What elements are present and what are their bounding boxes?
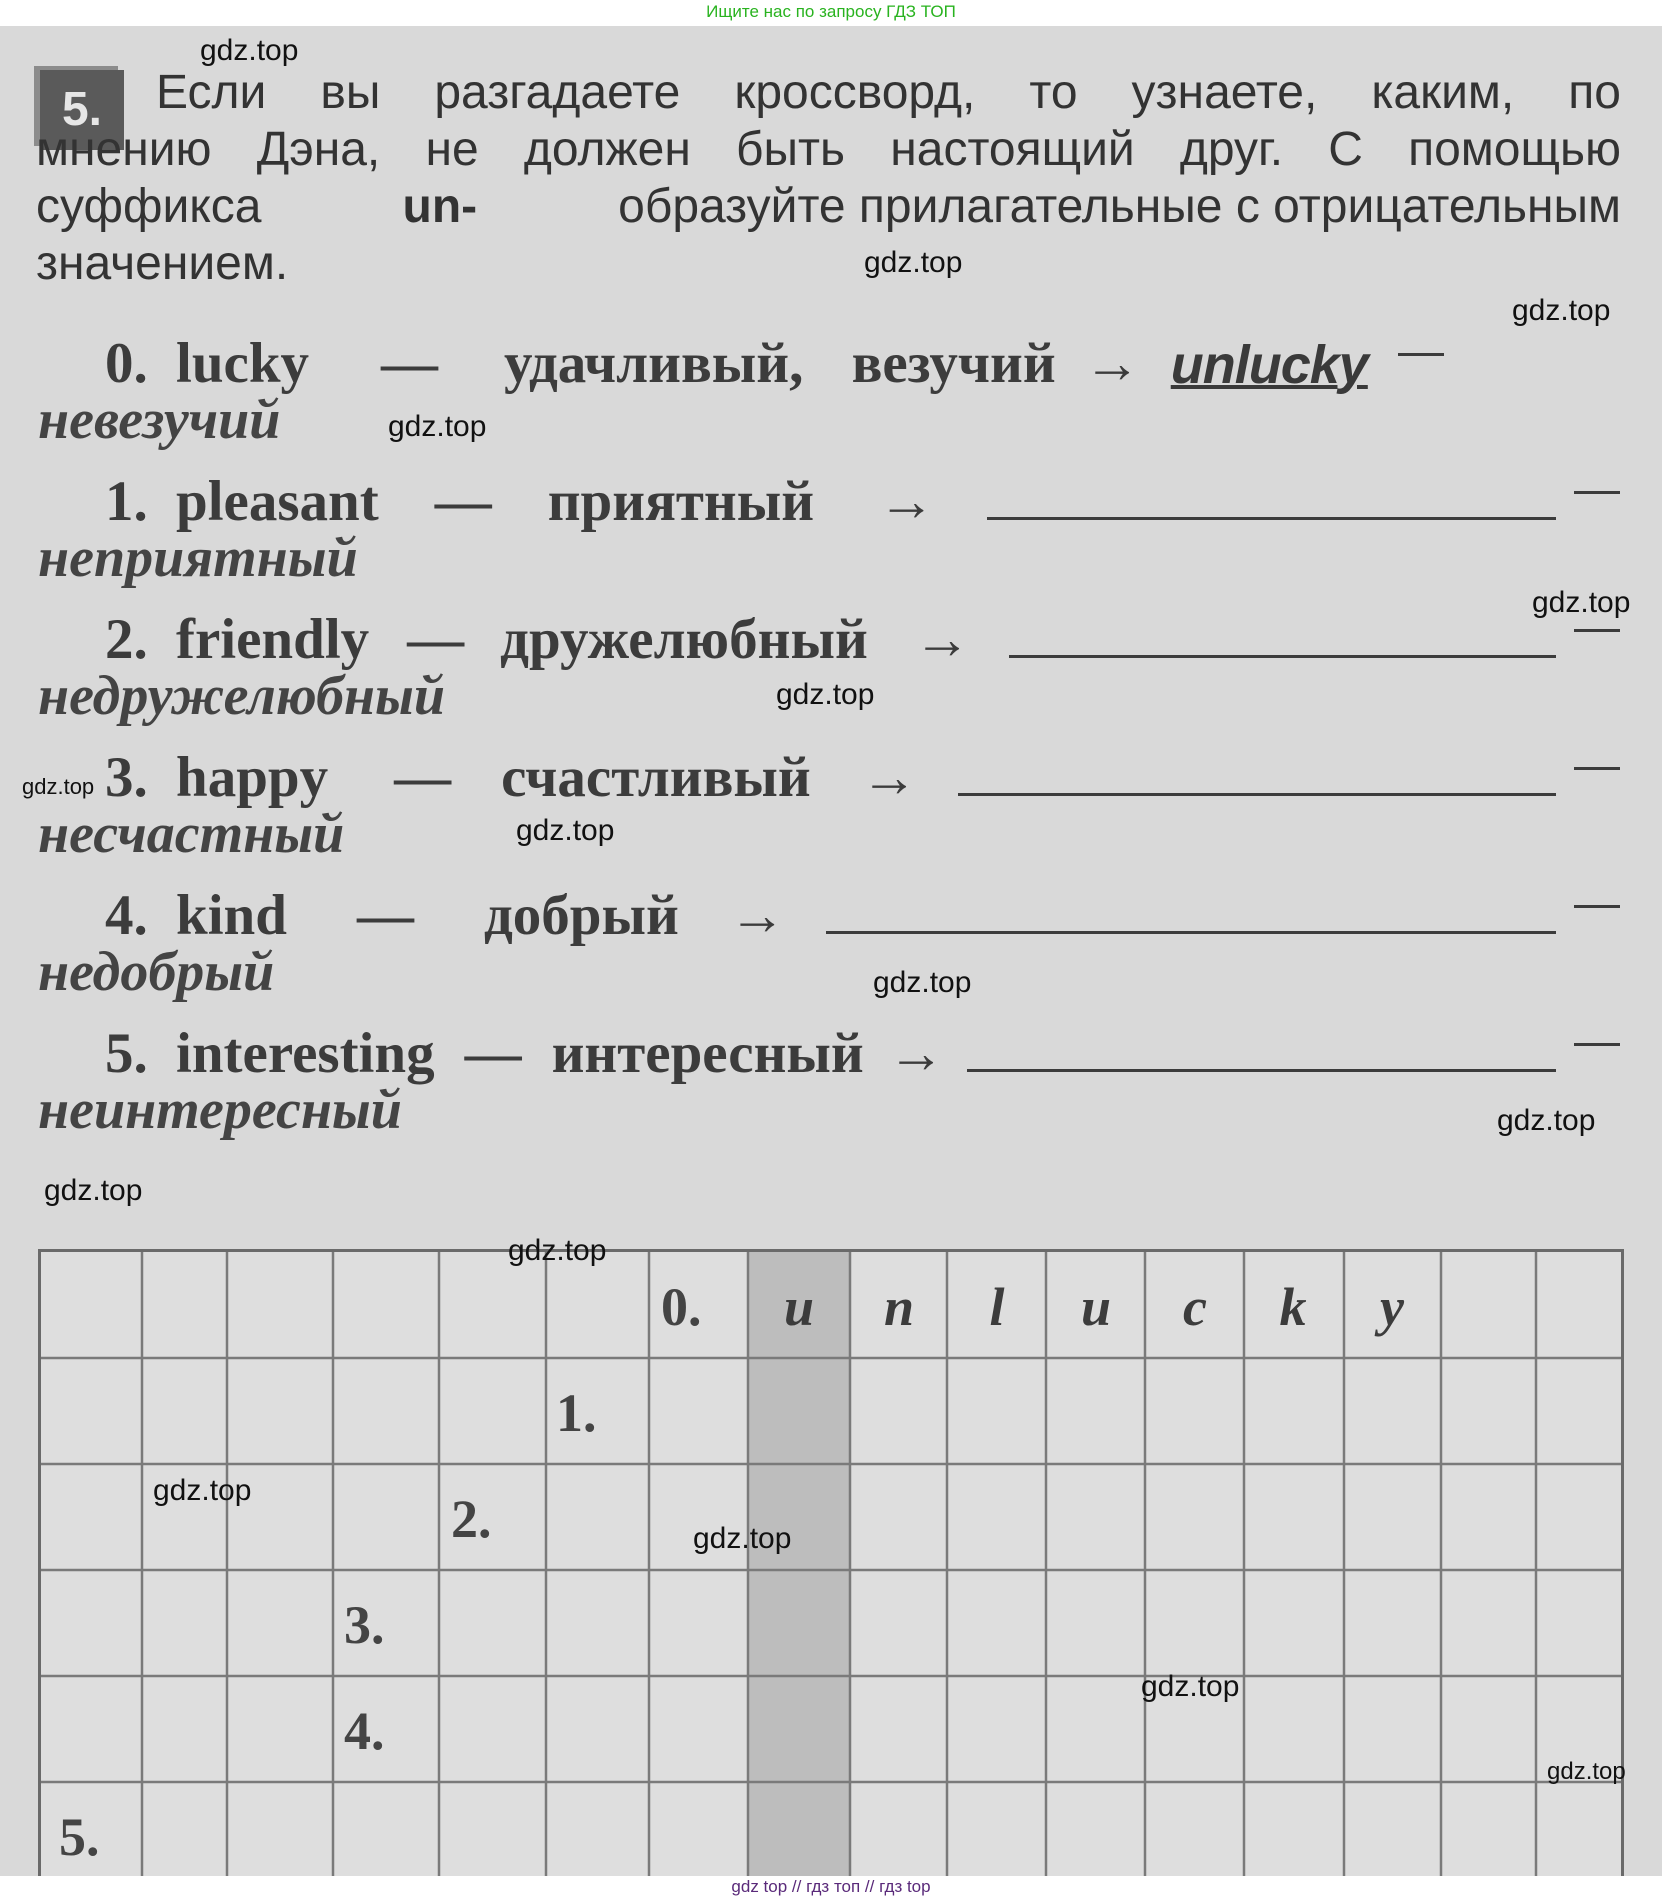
arrow-icon: → xyxy=(1083,332,1141,395)
dash: — xyxy=(434,470,492,533)
instruction-text: образуйте прилагательные с отрицательным xyxy=(618,180,1621,233)
instruction-line-4: значением. xyxy=(36,237,289,290)
crossword-letter: c xyxy=(1183,1277,1207,1337)
instruction-text: суффикса xyxy=(36,180,262,233)
watermark: gdz.top xyxy=(1141,1670,1240,1703)
crossword-letter: y xyxy=(1380,1277,1404,1337)
exercise-row-5 xyxy=(105,1016,1620,1086)
instruction-line-1: Если вы разгадаете кроссворд, то узнаете, каким, по xyxy=(156,66,1621,119)
exercise-meaning: интересный xyxy=(551,1022,864,1085)
translation-3: несчастный xyxy=(38,803,345,865)
watermark: gdz.top xyxy=(1512,294,1611,327)
answer-blank-2[interactable] xyxy=(1009,645,1556,658)
dash-end xyxy=(1398,353,1444,356)
watermark: gdz.top xyxy=(200,34,299,67)
row-label-4: 4. xyxy=(344,1701,385,1761)
watermark: gdz.top xyxy=(776,678,875,711)
exercise-word: kind xyxy=(176,884,287,947)
arrow-icon: → xyxy=(860,746,918,809)
arrow-icon: → xyxy=(728,884,786,947)
exercise-word: friendly xyxy=(176,608,370,671)
arrow-icon: → xyxy=(913,608,971,671)
watermark: gdz.top xyxy=(44,1174,143,1207)
watermark: gdz.top xyxy=(516,814,615,847)
exercise-number: 3. xyxy=(105,746,148,809)
dash: — xyxy=(356,884,414,947)
exercise-meaning: удачливый, везучий xyxy=(504,332,1056,395)
textbook-page xyxy=(0,26,1662,1876)
watermark: gdz.top xyxy=(873,966,972,999)
exercise-row-4 xyxy=(105,878,1620,948)
exercise-row-1 xyxy=(105,464,1620,534)
crossword-letter: u xyxy=(783,1277,815,1337)
exercise-number: 0. xyxy=(105,332,148,395)
translation-2: недружелюбный xyxy=(38,665,446,727)
crossword-lines xyxy=(41,1252,1621,1876)
bottom-banner[interactable]: gdz top // гдз топ // гдз top xyxy=(731,1877,931,1896)
exercise-meaning: добрый xyxy=(483,884,679,947)
exercise-row-0 xyxy=(105,326,1620,396)
watermark: gdz.top xyxy=(388,410,487,443)
instruction-line-2: мнению Дэна, не должен быть настоящий друг. С помощью xyxy=(36,123,1621,176)
exercise-word: lucky xyxy=(176,332,310,395)
top-banner[interactable]: Ищите нас по запросу ГДЗ ТОП xyxy=(706,2,956,21)
dash: — xyxy=(464,1022,522,1085)
watermark: gdz.top xyxy=(1547,1758,1626,1785)
crossword-letter: l xyxy=(989,1277,1005,1337)
row-label-1: 1. xyxy=(556,1383,597,1443)
arrow-icon: → xyxy=(887,1022,945,1085)
exercise-word: pleasant xyxy=(176,470,379,533)
watermark: gdz.top xyxy=(693,1522,792,1555)
dash-end xyxy=(1574,491,1620,494)
dash-end xyxy=(1574,905,1620,908)
row-label-2: 2. xyxy=(451,1489,492,1549)
dash-end xyxy=(1574,1043,1620,1046)
arrow-icon: → xyxy=(878,470,936,533)
exercise-meaning: счастливый xyxy=(501,746,811,809)
answer-blank-5[interactable] xyxy=(967,1059,1556,1072)
row-label-3: 3. xyxy=(344,1595,385,1655)
answer-unlucky: unlucky xyxy=(1170,335,1368,395)
exercise-row-2 xyxy=(105,602,1620,672)
answer-blank-4[interactable] xyxy=(826,921,1556,934)
suffix-un: un- xyxy=(402,180,478,233)
row-label-5: 5. xyxy=(59,1807,100,1867)
watermark: gdz.top xyxy=(508,1234,607,1267)
answer-blank-1[interactable] xyxy=(987,507,1556,520)
watermark: gdz.top xyxy=(864,246,963,279)
instruction-line-3 xyxy=(36,178,1621,235)
watermark: gdz.top xyxy=(1497,1104,1596,1137)
exercise-meaning: дружелюбный xyxy=(500,608,868,671)
crossword-letter: n xyxy=(883,1277,915,1337)
dash-end xyxy=(1574,629,1620,632)
answer-blank-3[interactable] xyxy=(958,783,1556,796)
watermark: gdz.top xyxy=(1532,586,1631,619)
translation-1: неприятный xyxy=(38,527,358,589)
task-number: 5. xyxy=(40,70,124,150)
row-label-0: 0. xyxy=(661,1277,702,1337)
crossword-letter: u xyxy=(1080,1277,1112,1337)
dash: — xyxy=(407,608,465,671)
exercise-meaning: приятный xyxy=(547,470,815,533)
exercise-word: happy xyxy=(176,746,329,809)
exercise-number: 5. xyxy=(105,1022,148,1085)
crossword-grid xyxy=(38,1249,1624,1876)
exercise-number: 4. xyxy=(105,884,148,947)
crossword-letter: k xyxy=(1279,1277,1307,1337)
translation-0: невезучий xyxy=(38,389,281,451)
dash: — xyxy=(394,746,452,809)
exercise-number: 2. xyxy=(105,608,148,671)
translation-4: недобрый xyxy=(38,941,275,1003)
translation-5: неинтересный xyxy=(38,1079,402,1141)
exercise-word: interesting xyxy=(176,1022,435,1085)
exercise-number: 1. xyxy=(105,470,148,533)
exercise-row-3 xyxy=(105,740,1620,810)
watermark: gdz.top xyxy=(22,774,95,799)
dash: — xyxy=(381,332,439,395)
watermark: gdz.top xyxy=(153,1474,252,1507)
dash-end xyxy=(1574,767,1620,770)
